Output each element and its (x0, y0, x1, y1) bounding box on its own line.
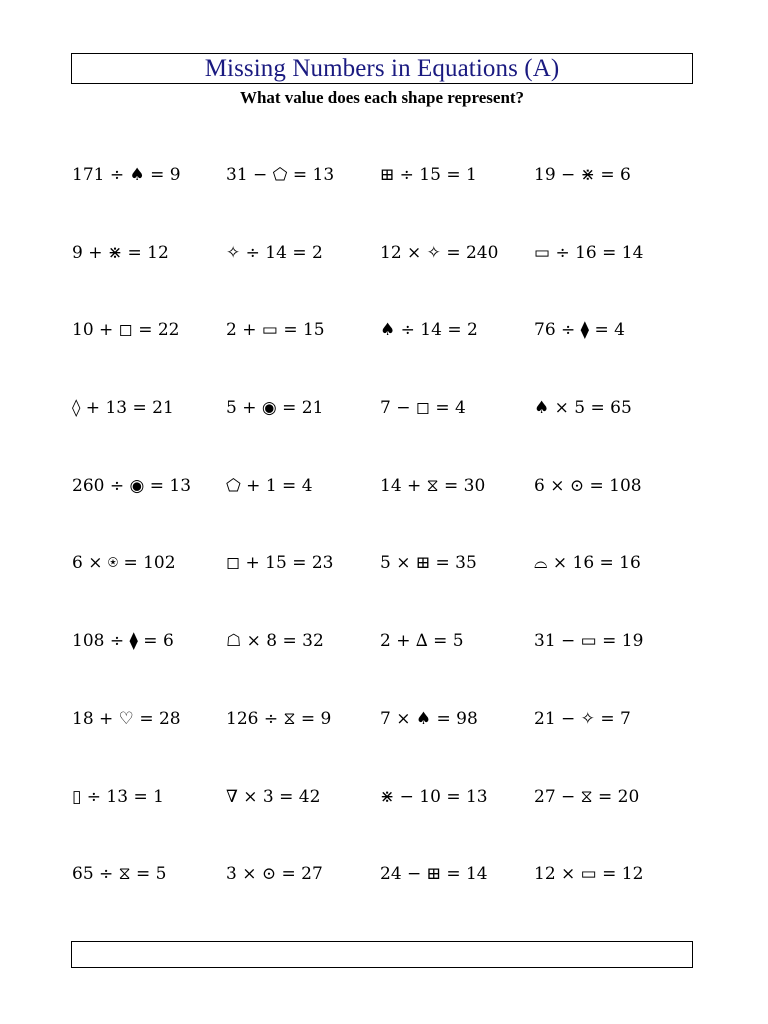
equation-row (72, 236, 712, 314)
equation: 31 − ▭ = 19 (534, 631, 644, 652)
equation: ✧ ÷ 14 = 2 (226, 242, 323, 263)
equation: 24 − ⊞ = 14 (380, 864, 488, 885)
equation: 2 + ▭ = 15 (226, 320, 325, 341)
equation: 108 ÷ ⧫ = 6 (72, 631, 174, 652)
equation: 2 + ∆ = 5 (380, 631, 464, 652)
equation: 3 × ⊙ = 27 (226, 864, 323, 885)
equation: ♠ × 5 = 65 (534, 398, 632, 419)
equation: 126 ÷ ⧖ = 9 (226, 708, 332, 729)
equation: ⊞ ÷ 15 = 1 (380, 165, 477, 185)
equation: ⌓ × 16 = 16 (534, 553, 641, 574)
equation-row (72, 313, 712, 391)
equation: 6 × ⊙ = 108 (534, 475, 642, 496)
equation: 5 + ◉ = 21 (226, 398, 324, 419)
equation: 9 + ⋇ = 12 (72, 242, 169, 263)
equation-row (72, 857, 712, 935)
equation: ⋇ − 10 = 13 (380, 786, 488, 807)
equation: 171 ÷ ♠ = 9 (72, 165, 181, 185)
equation: 14 + ⧖ = 30 (380, 475, 486, 496)
equation: 27 − ⧖ = 20 (534, 786, 640, 807)
equation-row (72, 469, 712, 547)
equation: 260 ÷ ◉ = 13 (72, 475, 192, 496)
equation: 18 + ♡ = 28 (72, 708, 181, 729)
equation: 10 + ◻ = 22 (72, 320, 180, 341)
equation: ▯ ÷ 13 = 1 (72, 786, 164, 807)
equation: 6 × ⍟ = 102 (72, 553, 176, 574)
equation: 19 − ⋇ = 6 (534, 165, 631, 185)
equation-row (72, 780, 712, 858)
equation-row (72, 702, 712, 780)
equation: 65 ÷ ⧖ = 5 (72, 864, 167, 885)
equation: 12 × ✧ = 240 (380, 242, 499, 263)
equation: ⬠ + 1 = 4 (226, 475, 313, 496)
equation-grid (72, 158, 712, 935)
equation: 5 × ⊞ = 35 (380, 553, 477, 574)
equation: ▭ ÷ 16 = 14 (534, 242, 644, 263)
equation-row (72, 546, 712, 624)
equation: ∇ × 3 = 42 (226, 786, 321, 807)
equation: 12 × ▭ = 12 (534, 864, 644, 885)
page-subtitle: What value does each shape represent? (239, 88, 525, 107)
equation: 7 × ♠ = 98 (380, 708, 478, 729)
page-title: Missing Numbers in Equations (A) (204, 55, 560, 82)
equation-row (72, 391, 712, 469)
equation-row (72, 624, 712, 702)
equation: 7 − ◻ = 4 (380, 398, 466, 419)
equation: ◊ + 13 = 21 (72, 398, 174, 419)
footer-box (71, 941, 693, 968)
equation-row (72, 158, 712, 236)
equation: 31 − ⬠ = 13 (226, 165, 335, 185)
equation: ☖ × 8 = 32 (226, 631, 324, 652)
equation: ♠ ÷ 14 = 2 (380, 320, 478, 341)
title-box (71, 53, 693, 84)
equation: 76 ÷ ⧫ = 4 (534, 320, 625, 341)
equation: ◻ + 15 = 23 (226, 553, 334, 574)
equation: 21 − ✧ = 7 (534, 708, 631, 729)
